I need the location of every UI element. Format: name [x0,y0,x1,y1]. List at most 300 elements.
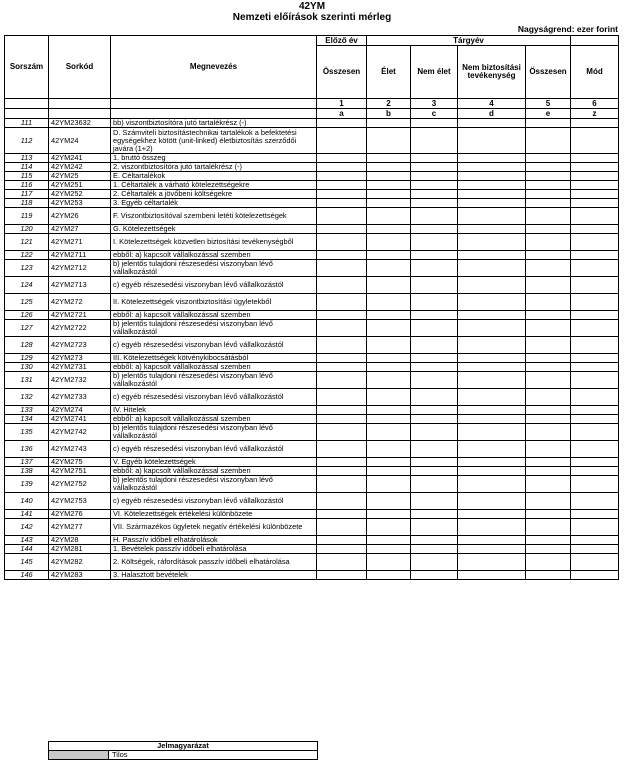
table-row [5,172,619,181]
value-cell[interactable] [458,225,526,234]
row-number: 128 [5,337,49,354]
table-row [5,406,619,415]
value-cell[interactable] [411,571,458,580]
value-cell[interactable] [367,294,411,311]
value-cell[interactable] [571,415,619,424]
row-number: 123 [5,260,49,277]
row-name: bb) viszontbiztosítóra jutó tartalékrész (-) [111,119,317,128]
value-cell[interactable] [458,119,526,128]
row-name: H. Passzív időbeli elhatárolások [111,536,317,545]
value-cell[interactable] [526,208,571,225]
value-cell[interactable] [317,415,367,424]
value-cell[interactable] [458,536,526,545]
row-number: 130 [5,363,49,372]
value-cell[interactable] [367,208,411,225]
value-cell[interactable] [526,260,571,277]
row-number: 145 [5,554,49,571]
value-cell[interactable] [526,545,571,554]
row-number: 138 [5,467,49,476]
value-cell[interactable] [571,363,619,372]
value-cell[interactable] [411,372,458,389]
value-cell[interactable] [367,363,411,372]
value-cell[interactable] [458,476,526,493]
value-cell[interactable] [367,406,411,415]
value-cell[interactable] [367,225,411,234]
table-row [5,389,619,406]
value-cell[interactable] [571,251,619,260]
row-number: 124 [5,277,49,294]
value-cell[interactable] [526,128,571,154]
value-cell[interactable] [526,251,571,260]
row-number: 139 [5,476,49,493]
value-cell[interactable] [571,181,619,190]
value-cell[interactable] [458,199,526,208]
value-cell[interactable] [411,406,458,415]
value-cell[interactable] [367,415,411,424]
value-cell[interactable] [526,415,571,424]
value-cell[interactable] [367,260,411,277]
row-name: 1. Bevételek passzív időbeli elhatárolása [111,545,317,554]
col-header-osszesen-2: Összesen [526,46,571,99]
value-cell[interactable] [571,320,619,337]
table-row [5,424,619,441]
value-cell[interactable] [411,181,458,190]
value-cell[interactable] [411,225,458,234]
value-cell[interactable] [317,190,367,199]
row-code: 42YM2731 [49,363,111,372]
value-cell[interactable] [571,458,619,467]
value-cell[interactable] [526,406,571,415]
value-cell[interactable] [367,251,411,260]
row-code: 42YM271 [49,234,111,251]
value-cell[interactable] [317,363,367,372]
value-cell[interactable] [411,172,458,181]
value-cell[interactable] [367,172,411,181]
value-cell[interactable] [571,277,619,294]
value-cell[interactable] [367,372,411,389]
value-cell[interactable] [411,424,458,441]
value-cell[interactable] [526,311,571,320]
col-header-empty [571,36,619,46]
value-cell[interactable] [526,154,571,163]
value-cell[interactable] [571,424,619,441]
value-cell[interactable] [571,199,619,208]
value-cell[interactable] [367,536,411,545]
row-number: 144 [5,545,49,554]
value-cell[interactable] [526,571,571,580]
value-cell[interactable] [411,415,458,424]
row-code: 42YM28 [49,536,111,545]
row-code: 42YM2742 [49,424,111,441]
row-code: 42YM2753 [49,493,111,510]
value-cell[interactable] [367,441,411,458]
row-name: IV. Hitelek [111,406,317,415]
value-cell[interactable] [367,119,411,128]
value-cell[interactable] [411,260,458,277]
table-row [5,181,619,190]
row-name: c) egyéb részesedési viszonyban lévő vállalkozástól [111,493,317,510]
col-header-nem-biztositasi: Nem biztosítási tevékenység [458,46,526,99]
table-row [5,320,619,337]
value-cell[interactable] [571,571,619,580]
value-cell[interactable] [571,208,619,225]
value-cell[interactable] [458,320,526,337]
value-cell[interactable] [571,467,619,476]
value-cell[interactable] [317,493,367,510]
value-cell[interactable] [367,154,411,163]
value-cell[interactable] [411,311,458,320]
value-cell[interactable] [411,199,458,208]
row-number: 143 [5,536,49,545]
value-cell[interactable] [526,190,571,199]
value-cell[interactable] [571,172,619,181]
col-header-sorkod: Sorkód [49,36,111,99]
value-cell[interactable] [367,181,411,190]
value-cell[interactable] [526,337,571,354]
value-cell[interactable] [458,128,526,154]
value-cell[interactable] [411,554,458,571]
value-cell[interactable] [458,493,526,510]
row-number: 111 [5,119,49,128]
value-cell[interactable] [571,536,619,545]
value-cell[interactable] [571,260,619,277]
value-cell[interactable] [317,277,367,294]
value-cell[interactable] [411,354,458,363]
value-cell[interactable] [458,277,526,294]
value-cell[interactable] [458,354,526,363]
value-cell[interactable] [526,372,571,389]
row-code: 42YM277 [49,519,111,536]
value-cell[interactable] [317,251,367,260]
value-cell[interactable] [317,389,367,406]
value-cell[interactable] [526,320,571,337]
value-cell[interactable] [526,493,571,510]
row-code: 42YM2752 [49,476,111,493]
row-number: 115 [5,172,49,181]
value-cell[interactable] [411,163,458,172]
value-cell[interactable] [411,389,458,406]
value-cell[interactable] [411,234,458,251]
value-cell[interactable] [526,294,571,311]
value-cell[interactable] [317,181,367,190]
value-cell[interactable] [367,277,411,294]
value-cell[interactable] [458,294,526,311]
value-cell[interactable] [526,467,571,476]
col-number: 4 [458,99,526,109]
value-cell[interactable] [317,337,367,354]
table-row [5,294,619,311]
value-cell[interactable] [571,119,619,128]
value-cell[interactable] [411,441,458,458]
row-code: 42YM282 [49,554,111,571]
value-cell[interactable] [367,320,411,337]
value-cell[interactable] [411,363,458,372]
row-code: 42YM272 [49,294,111,311]
row-number: 120 [5,225,49,234]
table-row [5,554,619,571]
value-cell[interactable] [458,181,526,190]
row-name: VII. Származékos ügyletek negatív értékelési különbözete [111,519,317,536]
value-cell[interactable] [411,519,458,536]
value-cell[interactable] [317,554,367,571]
value-cell[interactable] [317,519,367,536]
value-cell[interactable] [571,510,619,519]
value-cell[interactable] [526,554,571,571]
row-code: 42YM2721 [49,311,111,320]
value-cell[interactable] [458,372,526,389]
value-cell[interactable] [411,467,458,476]
value-cell[interactable] [367,493,411,510]
table-row [5,190,619,199]
value-cell[interactable] [571,389,619,406]
value-cell[interactable] [317,119,367,128]
row-number: 126 [5,311,49,320]
row-name: E. Céltartalékok [111,172,317,181]
value-cell[interactable] [458,441,526,458]
value-cell[interactable] [526,363,571,372]
value-cell[interactable] [317,154,367,163]
value-cell[interactable] [571,372,619,389]
value-cell[interactable] [317,320,367,337]
row-code: 42YM27 [49,225,111,234]
value-cell[interactable] [317,536,367,545]
value-cell[interactable] [458,208,526,225]
value-cell[interactable] [458,337,526,354]
value-cell[interactable] [571,476,619,493]
value-cell[interactable] [367,476,411,493]
value-cell[interactable] [317,545,367,554]
col-number-blank [111,99,317,109]
row-code: 42YM253 [49,199,111,208]
value-cell[interactable] [367,554,411,571]
legend-title: Jelmagyarázat [49,742,318,751]
value-cell[interactable] [526,441,571,458]
value-cell[interactable] [458,554,526,571]
value-cell[interactable] [458,234,526,251]
row-name: V. Egyéb kötelezettségek [111,458,317,467]
value-cell[interactable] [571,545,619,554]
value-cell[interactable] [571,519,619,536]
value-cell[interactable] [458,571,526,580]
value-cell[interactable] [458,389,526,406]
value-cell[interactable] [367,128,411,154]
value-cell[interactable] [411,277,458,294]
row-code: 42YM283 [49,571,111,580]
col-letter-blank [49,109,111,119]
value-cell[interactable] [458,311,526,320]
value-cell[interactable] [526,510,571,519]
value-cell[interactable] [526,199,571,208]
value-cell[interactable] [526,536,571,545]
row-code: 42YM2713 [49,277,111,294]
value-cell[interactable] [367,190,411,199]
value-cell[interactable] [367,163,411,172]
row-number: 112 [5,128,49,154]
value-cell[interactable] [317,128,367,154]
value-cell[interactable] [317,199,367,208]
value-cell[interactable] [367,545,411,554]
value-cell[interactable] [317,208,367,225]
value-cell[interactable] [458,545,526,554]
table-row [5,208,619,225]
table-row [5,311,619,320]
value-cell[interactable] [458,415,526,424]
value-cell[interactable] [367,234,411,251]
value-cell[interactable] [458,190,526,199]
table-row [5,337,619,354]
value-cell[interactable] [317,476,367,493]
row-name: c) egyéb részesedési viszonyban lévő vállalkozástól [111,277,317,294]
value-cell[interactable] [526,181,571,190]
value-cell[interactable] [411,458,458,467]
row-code: 42YM2751 [49,467,111,476]
value-cell[interactable] [458,458,526,467]
row-name: ebből: a) kapcsolt vállalkozással szemben [111,363,317,372]
legend-box [48,741,318,760]
value-cell[interactable] [367,389,411,406]
value-cell[interactable] [411,119,458,128]
value-cell[interactable] [317,354,367,363]
value-cell[interactable] [526,234,571,251]
value-cell[interactable] [571,234,619,251]
value-cell[interactable] [317,424,367,441]
table-row [5,493,619,510]
value-cell[interactable] [571,128,619,154]
value-cell[interactable] [411,208,458,225]
value-cell[interactable] [317,225,367,234]
value-cell[interactable] [526,172,571,181]
value-cell[interactable] [526,225,571,234]
value-cell[interactable] [367,311,411,320]
value-cell[interactable] [367,467,411,476]
value-cell[interactable] [411,337,458,354]
value-cell[interactable] [526,119,571,128]
col-number-blank [49,99,111,109]
value-cell[interactable] [317,571,367,580]
value-cell[interactable] [367,571,411,580]
col-letter: c [411,109,458,119]
value-cell[interactable] [571,154,619,163]
value-cell[interactable] [411,154,458,163]
table-row [5,363,619,372]
value-cell[interactable] [526,476,571,493]
value-cell[interactable] [526,458,571,467]
value-cell[interactable] [317,510,367,519]
value-cell[interactable] [317,406,367,415]
value-cell[interactable] [411,190,458,199]
row-number: 131 [5,372,49,389]
row-name: c) egyéb részesedési viszonyban lévő vállalkozástól [111,441,317,458]
value-cell[interactable] [411,493,458,510]
value-cell[interactable] [526,163,571,172]
value-cell[interactable] [317,172,367,181]
value-cell[interactable] [411,476,458,493]
value-cell[interactable] [367,510,411,519]
row-number: 135 [5,424,49,441]
value-cell[interactable] [458,251,526,260]
value-cell[interactable] [526,277,571,294]
value-cell[interactable] [526,354,571,363]
value-cell[interactable] [317,311,367,320]
table-row [5,510,619,519]
col-letter: d [458,109,526,119]
value-cell[interactable] [458,424,526,441]
value-cell[interactable] [411,294,458,311]
value-cell[interactable] [571,354,619,363]
value-cell[interactable] [317,467,367,476]
value-cell[interactable] [317,294,367,311]
row-name: F. Viszontbiztosítóval szembeni letéti kötelezettségek [111,208,317,225]
value-cell[interactable] [526,389,571,406]
value-cell[interactable] [317,372,367,389]
value-cell[interactable] [571,493,619,510]
value-cell[interactable] [526,519,571,536]
value-cell[interactable] [458,363,526,372]
row-number: 127 [5,320,49,337]
col-letter: a [317,109,367,119]
value-cell[interactable] [458,260,526,277]
col-header-osszesen-1: Összesen [317,46,367,99]
value-cell[interactable] [526,424,571,441]
col-number: 3 [411,99,458,109]
value-cell[interactable] [367,337,411,354]
value-cell[interactable] [411,510,458,519]
value-cell[interactable] [571,311,619,320]
value-cell[interactable] [571,406,619,415]
value-cell[interactable] [367,354,411,363]
value-cell[interactable] [367,424,411,441]
row-code: 42YM2741 [49,415,111,424]
value-cell[interactable] [458,510,526,519]
value-cell[interactable] [411,545,458,554]
table-row [5,415,619,424]
value-cell[interactable] [458,154,526,163]
value-cell[interactable] [367,458,411,467]
value-cell[interactable] [458,406,526,415]
value-cell[interactable] [411,251,458,260]
row-code: 42YM281 [49,545,111,554]
value-cell[interactable] [411,536,458,545]
value-cell[interactable] [317,234,367,251]
value-cell[interactable] [317,260,367,277]
value-cell[interactable] [317,458,367,467]
table-row [5,536,619,545]
value-cell[interactable] [571,337,619,354]
value-cell[interactable] [367,199,411,208]
value-cell[interactable] [571,294,619,311]
value-cell[interactable] [317,163,367,172]
row-name: ebből: a) kapcsolt vállalkozással szemben [111,311,317,320]
value-cell[interactable] [458,172,526,181]
col-letter-blank [5,109,49,119]
row-name: I. Kötelezettségek közvetlen biztosítási tevékenységből [111,234,317,251]
value-cell[interactable] [571,163,619,172]
value-cell[interactable] [458,163,526,172]
value-cell[interactable] [458,467,526,476]
table-row [5,251,619,260]
value-cell[interactable] [571,225,619,234]
value-cell[interactable] [411,320,458,337]
value-cell[interactable] [411,128,458,154]
value-cell[interactable] [571,554,619,571]
value-cell[interactable] [571,441,619,458]
value-cell[interactable] [571,190,619,199]
row-name: G. Kötelezettségek [111,225,317,234]
value-cell[interactable] [367,519,411,536]
row-number: 142 [5,519,49,536]
value-cell[interactable] [317,441,367,458]
value-cell[interactable] [458,519,526,536]
